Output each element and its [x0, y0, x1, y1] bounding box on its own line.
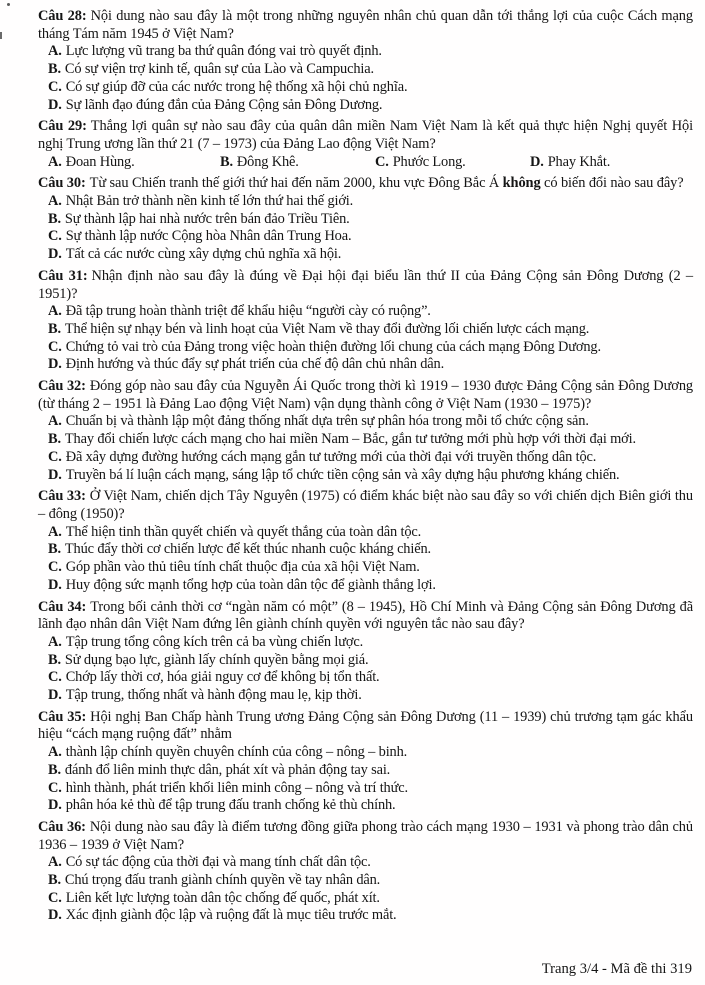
option-b: [48, 652, 693, 670]
question-text: [38, 819, 693, 854]
option-c: [48, 339, 693, 357]
question-36: [38, 819, 693, 925]
option-letter: B.: [48, 210, 61, 227]
option-letter: A.: [48, 854, 62, 871]
question-33: [38, 488, 693, 594]
option-d: [48, 797, 693, 815]
option-letter: C.: [48, 779, 62, 796]
option-b: [48, 211, 693, 229]
option-text: Lực lượng vũ trang ba thứ quân đóng vai trò quyết định.: [65, 43, 382, 60]
option-b: [48, 541, 693, 559]
option-text: Thay đổi chiến lược cách mạng cho hai miền Nam – Bắc, gắn tư tưởng mới phù hợp với thời đại mới.: [64, 431, 636, 448]
option-b: [48, 762, 693, 780]
option-a: [48, 303, 693, 321]
option-text: Chuẩn bị và thành lập một đảng thống nhất dựa trên sự phân hóa trong mỗi tổ chức cộng sản.: [65, 413, 589, 430]
option-letter: B.: [48, 651, 61, 668]
option-letter: A.: [48, 523, 62, 540]
option-letter: D.: [48, 96, 62, 113]
question-32: [38, 378, 693, 484]
option-c: [48, 780, 693, 798]
option-d: [48, 356, 693, 374]
option-text: Phay Khắt.: [547, 153, 611, 170]
option-text: Truyền bá lí luận cách mạng, sáng lập tổ chức tiền cộng sản và xây dựng hậu phương kháng chiến.: [65, 466, 620, 483]
option-letter: A.: [48, 744, 62, 761]
option-d: [530, 154, 693, 172]
option-a: [48, 854, 693, 872]
question-30: [38, 175, 693, 264]
option-letter: C.: [48, 559, 62, 576]
options-list: [38, 634, 693, 705]
options-list: [38, 193, 693, 264]
option-letter: B.: [48, 320, 61, 337]
question-body: Nhận định nào sau đây là đúng về Đại hội đại biểu lần thứ II của Đảng Cộng sản Đông Dương (2 – 1951)?: [38, 267, 694, 302]
option-text: Sự thành lập hai nhà nước trên bán đảo Triều Tiên.: [64, 210, 350, 227]
option-b: [48, 321, 693, 339]
option-text: Huy động sức mạnh tổng hợp của toàn dân tộc để giành thắng lợi.: [65, 576, 436, 593]
option-text: đánh đổ liên minh thực dân, phát xít và phản động tay sai.: [64, 761, 391, 778]
option-d: [48, 246, 693, 264]
options-list: [38, 744, 693, 815]
question-body: Hội nghị Ban Chấp hành Trung ương Đảng Cộng sản Đông Dương (11 – 1939) chủ trương tạm gác khẩu hiệu “cách mạng ruộng đất” nhằm: [38, 708, 693, 743]
question-number: Câu 28:: [38, 8, 87, 24]
option-text: Đã tập trung hoàn thành triệt để khẩu hiệu “người cày có ruộng”.: [65, 303, 431, 320]
option-letter: C.: [48, 448, 62, 465]
option-d: [48, 687, 693, 705]
scan-artifact-dot: [7, 3, 10, 6]
option-letter: C.: [48, 889, 62, 906]
question-number: Câu 29:: [38, 118, 87, 135]
option-c: [48, 79, 693, 97]
option-text: thành lập chính quyền chuyên chính của công – nông – binh.: [65, 744, 408, 761]
option-c: [48, 228, 693, 246]
option-letter: D.: [530, 153, 544, 170]
option-c: [48, 449, 693, 467]
option-a: [48, 43, 693, 61]
option-text: Góp phần vào thủ tiêu tính chất thuộc địa của xã hội Việt Nam.: [65, 559, 420, 576]
option-c: [375, 154, 530, 172]
option-letter: D.: [48, 687, 62, 704]
option-letter: D.: [48, 797, 62, 814]
option-text: Thể hiện tinh thần quyết chiến và quyết thắng của toàn dân tộc.: [65, 523, 422, 540]
option-letter: A.: [48, 43, 62, 60]
option-text: Phước Long.: [392, 153, 466, 170]
option-text: Sự thành lập nước Cộng hòa Nhân dân Trung Hoa.: [65, 228, 352, 245]
option-letter: B.: [48, 61, 61, 78]
option-letter: C.: [375, 153, 389, 170]
scan-artifact-tick: [0, 32, 2, 39]
options-list: [38, 524, 693, 595]
question-text: [38, 118, 693, 153]
question-31: [38, 268, 693, 374]
option-text: Sự lãnh đạo đúng đắn của Đảng Cộng sản Đông Dương.: [65, 96, 383, 113]
option-text: Đông Khê.: [236, 153, 299, 170]
question-text: [38, 709, 693, 744]
page-footer: Trang 3/4 - Mã đề thi 319: [541, 961, 692, 977]
option-letter: A.: [48, 303, 62, 320]
option-letter: D.: [48, 246, 62, 263]
option-text: Sử dụng bạo lực, giành lấy chính quyền bằng mọi giá.: [64, 651, 369, 668]
option-letter: A.: [48, 413, 62, 430]
option-letter: B.: [48, 761, 61, 778]
option-text: Đoan Hùng.: [65, 153, 135, 170]
question-body-emphasis: không: [502, 175, 541, 192]
question-number: Câu 34:: [38, 598, 87, 615]
option-text: Tất cả các nước cùng xây dựng chủ nghĩa xã hội.: [65, 246, 342, 263]
question-29: [38, 118, 693, 171]
question-body: Nội dung nào sau đây là một trong những nguyên nhân chủ quan dẫn tới thắng lợi của cuộc Cách mạng tháng Tám năm 1945 ở Việt Nam?: [38, 8, 693, 42]
option-letter: D.: [48, 907, 62, 924]
options-list: [38, 413, 693, 484]
option-a: [48, 744, 693, 762]
option-letter: A.: [48, 193, 62, 210]
option-a: [48, 634, 693, 652]
option-letter: A.: [48, 633, 62, 650]
option-d: [48, 97, 693, 115]
question-number: Câu 30:: [38, 175, 86, 192]
options-list: [38, 854, 693, 925]
question-body: Nội dung nào sau đây là điểm tương đồng giữa phong trào cách mạng 1930 – 1931 và phong trào dân chủ 1936 – 1939 ở Việt Nam?: [38, 818, 694, 853]
question-body: Từ sau Chiến tranh thế giới thứ hai đến năm 2000, khu vực Đông Bắc Á: [89, 175, 503, 192]
options-list: [38, 303, 693, 374]
option-letter: C.: [48, 669, 62, 686]
question-body: Thắng lợi quân sự nào sau đây của quân dân miền Nam Việt Nam là kết quả thực hiện Nghị quyết Hội nghị Trung ương lần thứ 21 (7 – 1973) của Đảng Lao động Việt Nam?: [38, 118, 694, 152]
option-a: [48, 193, 693, 211]
question-28: [38, 8, 693, 114]
option-d: [48, 577, 693, 595]
option-letter: B.: [48, 541, 61, 558]
question-text: [38, 175, 693, 193]
option-text: Định hướng và thúc đẩy sự phát triển của chế độ dân chủ nhân dân.: [65, 356, 445, 373]
option-d: [48, 467, 693, 485]
question-text: [38, 268, 693, 303]
options-list: [38, 43, 693, 114]
question-body: có biến đổi nào sau đây?: [540, 175, 684, 192]
question-body: Đóng góp nào sau đây của Nguyễn Ái Quốc trong thời kì 1919 – 1930 được Đảng Cộng sản Đông Dương (từ tháng 2 – 1951 là Đảng Lao động Việt Nam) vận dụng thành công ở Việt Nam (1930 – 1975)?: [38, 378, 694, 412]
question-body: Ở Việt Nam, chiến dịch Tây Nguyên (1975) có điểm khác biệt nào sau đây so với chiến dịch Biên giới thu – đông (1950)?: [38, 488, 693, 522]
option-letter: B.: [220, 153, 233, 170]
question-text: [38, 599, 693, 634]
option-letter: D.: [48, 576, 62, 593]
option-text: Có sự tác động của thời đại và mang tính chất dân tộc.: [65, 854, 371, 871]
option-letter: A.: [48, 153, 62, 170]
option-text: Liên kết lực lượng toàn dân tộc chống đế quốc, phát xít.: [65, 889, 380, 906]
option-text: Nhật Bản trở thành nền kinh tế lớn thứ hai thế giới.: [65, 193, 354, 210]
option-b: [48, 431, 693, 449]
option-text: Chớp lấy thời cơ, hóa giải nguy cơ để không bị tổn thất.: [65, 669, 380, 686]
options-row: [38, 154, 693, 172]
option-letter: B.: [48, 872, 61, 889]
option-letter: D.: [48, 466, 62, 483]
option-text: Chứng tỏ vai trò của Đảng trong việc hoàn thiện đường lối chung của cách mạng Đông Dương.: [65, 338, 601, 355]
option-letter: C.: [48, 78, 62, 95]
option-b: [220, 154, 375, 172]
option-b: [48, 61, 693, 79]
question-text: [38, 8, 693, 43]
option-letter: C.: [48, 228, 62, 245]
option-c: [48, 669, 693, 687]
option-text: hình thành, phát triển khối liên minh công – nông và trí thức.: [65, 779, 408, 796]
option-letter: C.: [48, 338, 62, 355]
option-text: Đã xây dựng đường hướng cách mạng gắn tư tưởng mới của thời đại với truyền thống dân tộc.: [65, 448, 597, 465]
option-text: Xác định giành độc lập và ruộng đất là mục tiêu trước mắt.: [65, 907, 397, 924]
exam-content: [38, 8, 693, 925]
option-text: Chú trọng đấu tranh giành chính quyền về tay nhân dân.: [64, 872, 381, 889]
question-text: [38, 488, 693, 523]
option-text: Tập trung, thống nhất và hành động mau lẹ, kịp thời.: [65, 687, 362, 704]
question-text: [38, 378, 693, 413]
question-number: Câu 36:: [38, 818, 86, 835]
option-a: [48, 524, 693, 542]
option-a: [48, 413, 693, 431]
option-text: Có sự viện trợ kinh tế, quân sự của Lào và Campuchia.: [64, 61, 374, 78]
option-text: phân hóa kẻ thù để tập trung đấu tranh chống kẻ thù chính.: [65, 797, 396, 814]
option-d: [48, 907, 693, 925]
option-text: Thúc đẩy thời cơ chiến lược để kết thúc nhanh cuộc kháng chiến.: [64, 541, 431, 558]
question-number: Câu 35:: [38, 708, 87, 725]
option-letter: B.: [48, 431, 61, 448]
question-34: [38, 599, 693, 705]
option-a: [48, 154, 220, 172]
option-b: [48, 872, 693, 890]
option-text: Thể hiện sự nhạy bén và linh hoạt của Việt Nam về thay đổi đường lối chiến lược cách mạng.: [64, 320, 590, 337]
question-body: Trong bối cảnh thời cơ “ngàn năm có một” (8 – 1945), Hồ Chí Minh và Đảng Cộng sản Đông Dương đã lãnh đạo nhân dân Việt Nam đứng lên giành chính quyền với nguyên tắc nào sau đây?: [38, 598, 693, 633]
option-c: [48, 890, 693, 908]
question-number: Câu 33:: [38, 488, 86, 505]
option-c: [48, 559, 693, 577]
question-number: Câu 31:: [38, 267, 88, 284]
option-text: Có sự giúp đỡ của các nước trong hệ thống xã hội chủ nghĩa.: [65, 78, 408, 95]
question-35: [38, 709, 693, 815]
question-number: Câu 32:: [38, 378, 86, 395]
option-text: Tập trung tổng công kích trên cả ba vùng chiến lược.: [65, 633, 364, 650]
option-letter: D.: [48, 356, 62, 373]
